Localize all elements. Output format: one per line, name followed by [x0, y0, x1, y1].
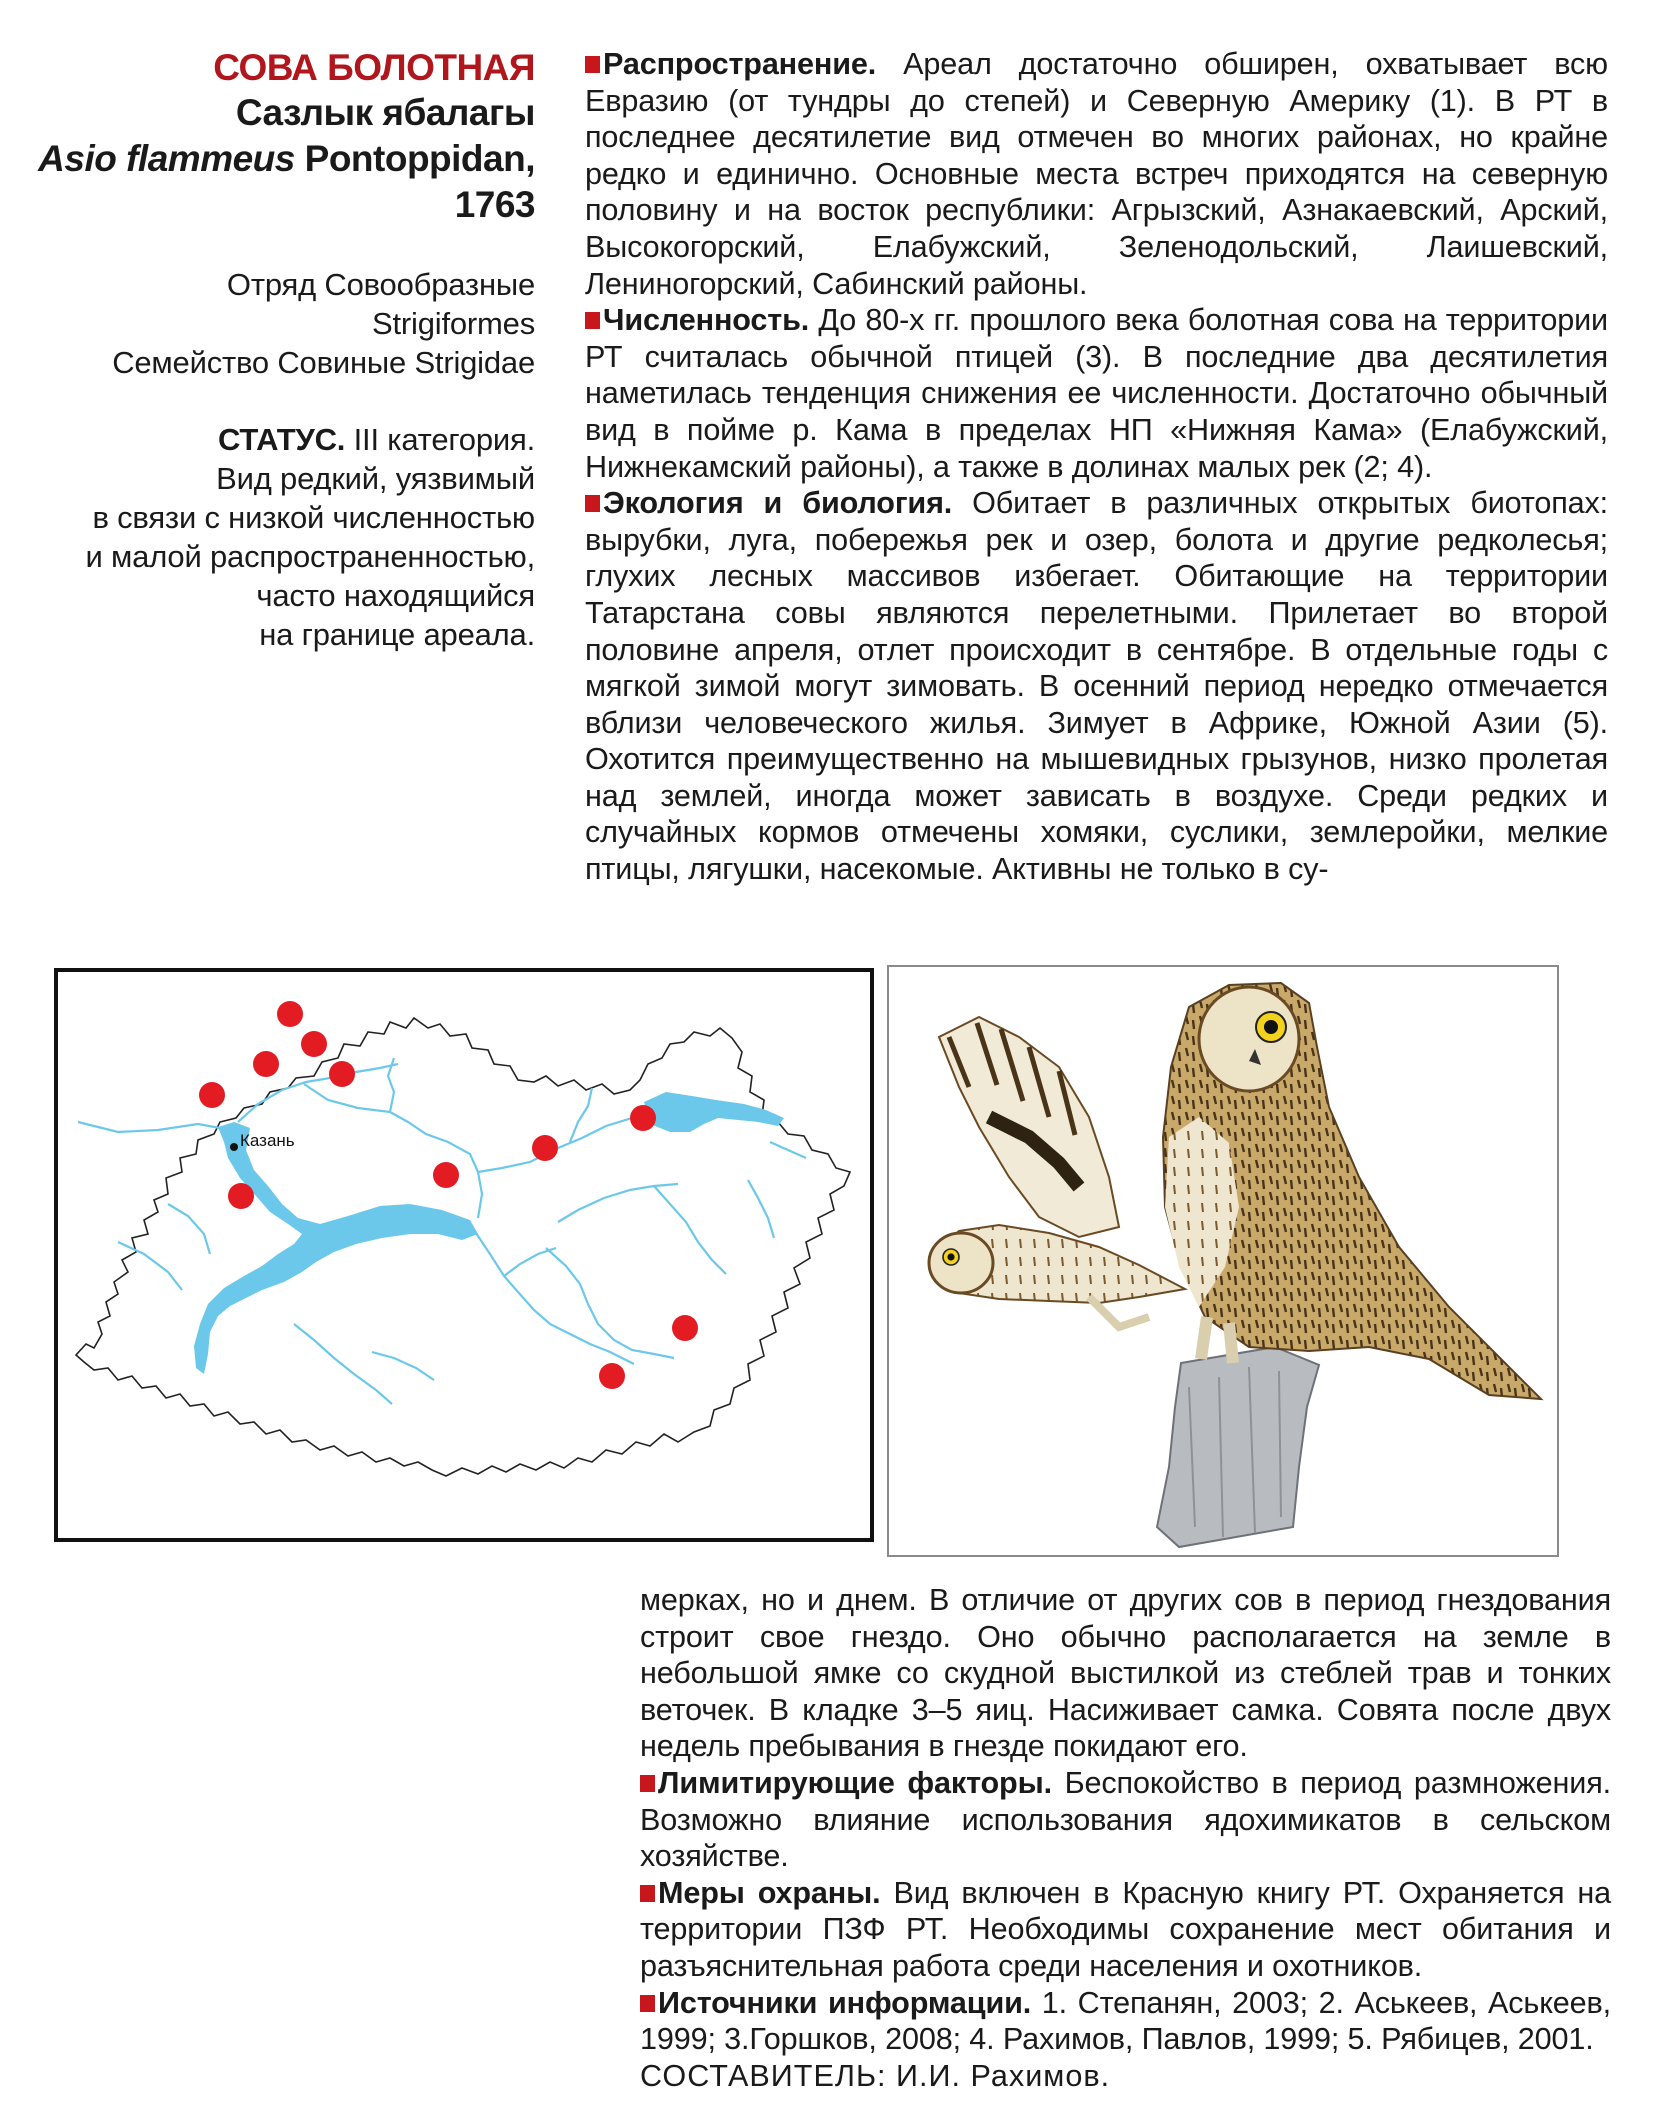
bullet-square-icon: [640, 1885, 655, 1902]
taxonomy-order: Отряд Совообразные: [226, 267, 535, 302]
tree-stump: [1157, 1347, 1319, 1547]
status-label: СТАТУС.: [217, 422, 346, 457]
kazan-marker: [230, 1143, 238, 1151]
record-marker: [253, 1051, 279, 1077]
latin-binomial: Asio flammeus: [38, 138, 295, 179]
status-block: [0, 420, 535, 654]
status-line: в связи с низкой численностью: [92, 500, 535, 535]
species-header: [15, 46, 535, 228]
latin-year: 1763: [454, 184, 535, 225]
republic-border: [76, 1018, 850, 1476]
kazan-label: Казань: [240, 1131, 295, 1150]
record-marker: [630, 1105, 656, 1131]
section-text: Обитает в различных открытых биотопах: вырубки, луга, побережья рек и озер, болота и другие редколесья; глухих лесных массивов избегает. Обитающие на территории Татарстана совы являются перелетными. Прилетает во второй половине апреля, отлет происходит в сентябре. В отдельные годы с мягкой зимой могут зимовать. В осенний период нередко отмечается вблизи человеческого жилья. Зимует в Африке, Южной Азии (5). Охотится преимущественно на мышевидных грызунов, низко пролетая над землей, иногда может зависать в воздухе. Среди редких и случайных кормов отмечены хомяки, суслики, землеройки, мелкие птицы, лягушки, насекомые. Активны не только в су-: [585, 486, 1608, 887]
section-title: Численность.: [603, 303, 810, 338]
bullet-square-icon: [640, 1775, 655, 1792]
section-ecology-continued: мерках, но и днем. В отличие от других сов в период гнездования строит свое гнездо. Оно обычно располагается на земле в небольшой ямке со скудной выстилкой из стеблей трав и тонких веточек. В кладке 3–5 яиц. Насиживает самка. Совята после двух недель пребывания в гнезде покидают его.: [640, 1583, 1611, 1764]
bullet-square-icon: [585, 312, 600, 329]
species-name-tatar: Сазлык ябалагы: [235, 92, 535, 133]
section-text: Вид включен в Красную книгу РТ. Охраняется на территории ПЗФ РТ. Необходимы сохранение мест обитания и разъяснительная работа среди населения и охотников.: [640, 1875, 1611, 1983]
record-marker: [301, 1031, 327, 1057]
record-marker: [199, 1082, 225, 1108]
kama-reservoir: [644, 1092, 784, 1132]
volga-reservoir: [194, 1122, 478, 1374]
section-text: Ареал достаточно обширен, охватывает всю Евразию (от тундры до степей) и Северную Америку (1). В РТ в последнее десятилетие вид отмечен во многих районах, но крайне редко и единично. Основные места встреч приходятся на северную половину и на восток республики: Агрызский, Азнакаевский, Арский, Высокогорский, Елабужский, Зеленодольский, Лаишевский, Лениногорский, Сабинский районы.: [585, 47, 1608, 301]
record-marker: [672, 1315, 698, 1341]
section-title: Экология и биология.: [603, 486, 953, 521]
continued-text-column: [640, 1582, 1611, 2094]
status-line: часто находящийся: [256, 578, 535, 613]
taxonomy-family: Семейство Совиные Strigidae: [112, 345, 535, 380]
map-svg: [58, 972, 870, 1538]
owl-facial-disc: [1199, 987, 1299, 1091]
record-marker: [277, 1001, 303, 1027]
status-line: на границе ареала.: [259, 617, 535, 652]
section-title: Источники информации.: [658, 1985, 1032, 2020]
taxonomy-order-latin: Strigiformes: [372, 306, 535, 341]
latin-author: Pontoppidan,: [304, 138, 535, 179]
status-line: Вид редкий, уязвимый: [216, 461, 535, 496]
bullet-square-icon: [640, 1995, 655, 2012]
section-abundance: [585, 302, 1608, 485]
bullet-square-icon: [585, 56, 600, 73]
section-text: До 80-х гг. прошлого века болотная сова на территории РТ считалась обычной птицей (3). В последние два десятилетия наметилась тенденция снижения ее численности. Достаточно обычный вид в пойме р. Кама в пределах НП «Нижняя Кама» (Елабужский, Нижнекамский районы), а также в долинах малых рек (2; 4).: [585, 303, 1608, 484]
section-title: Лимитирующие факторы.: [658, 1765, 1052, 1800]
owl-svg: [889, 967, 1557, 1555]
record-marker: [532, 1135, 558, 1161]
owl-illustration: [887, 965, 1559, 1557]
record-marker: [228, 1183, 254, 1209]
record-marker: [599, 1363, 625, 1389]
status-category: III категория.: [353, 422, 535, 457]
section-distribution: [585, 46, 1608, 302]
record-marker: [329, 1061, 355, 1087]
section-limiting-factors: [640, 1765, 1611, 1875]
main-text-column: [585, 46, 1608, 888]
status-heading: [0, 420, 535, 459]
status-line: и малой распространенностью,: [85, 539, 535, 574]
bullet-square-icon: [585, 495, 600, 512]
species-name-russian: СОВА БОЛОТНАЯ: [213, 47, 535, 88]
section-text: Беспокойство в период размножения. Возможно влияние использования ядохимикатов в сельском хозяйстве.: [640, 1765, 1611, 1874]
section-protection: [640, 1875, 1611, 1985]
species-name-latin: [15, 136, 535, 182]
section-title: Распространение.: [603, 47, 877, 81]
section-sources: [640, 1985, 1611, 2058]
section-title: Меры охраны.: [658, 1875, 881, 1910]
section-text: 1. Степанян, 2003; 2. Аськеев, Аськеев, 1999; 3.Горшков, 2008; 4. Рахимов, Павлов, 1999; 5. Рябицев, 2001.: [640, 1985, 1611, 2057]
compiler-line: СОСТАВИТЕЛЬ: И.И. Рахимов.: [640, 2058, 1111, 2093]
taxonomy-block: [15, 265, 535, 382]
section-ecology: [585, 485, 1608, 888]
distribution-map: [54, 968, 874, 1542]
record-marker: [433, 1162, 459, 1188]
